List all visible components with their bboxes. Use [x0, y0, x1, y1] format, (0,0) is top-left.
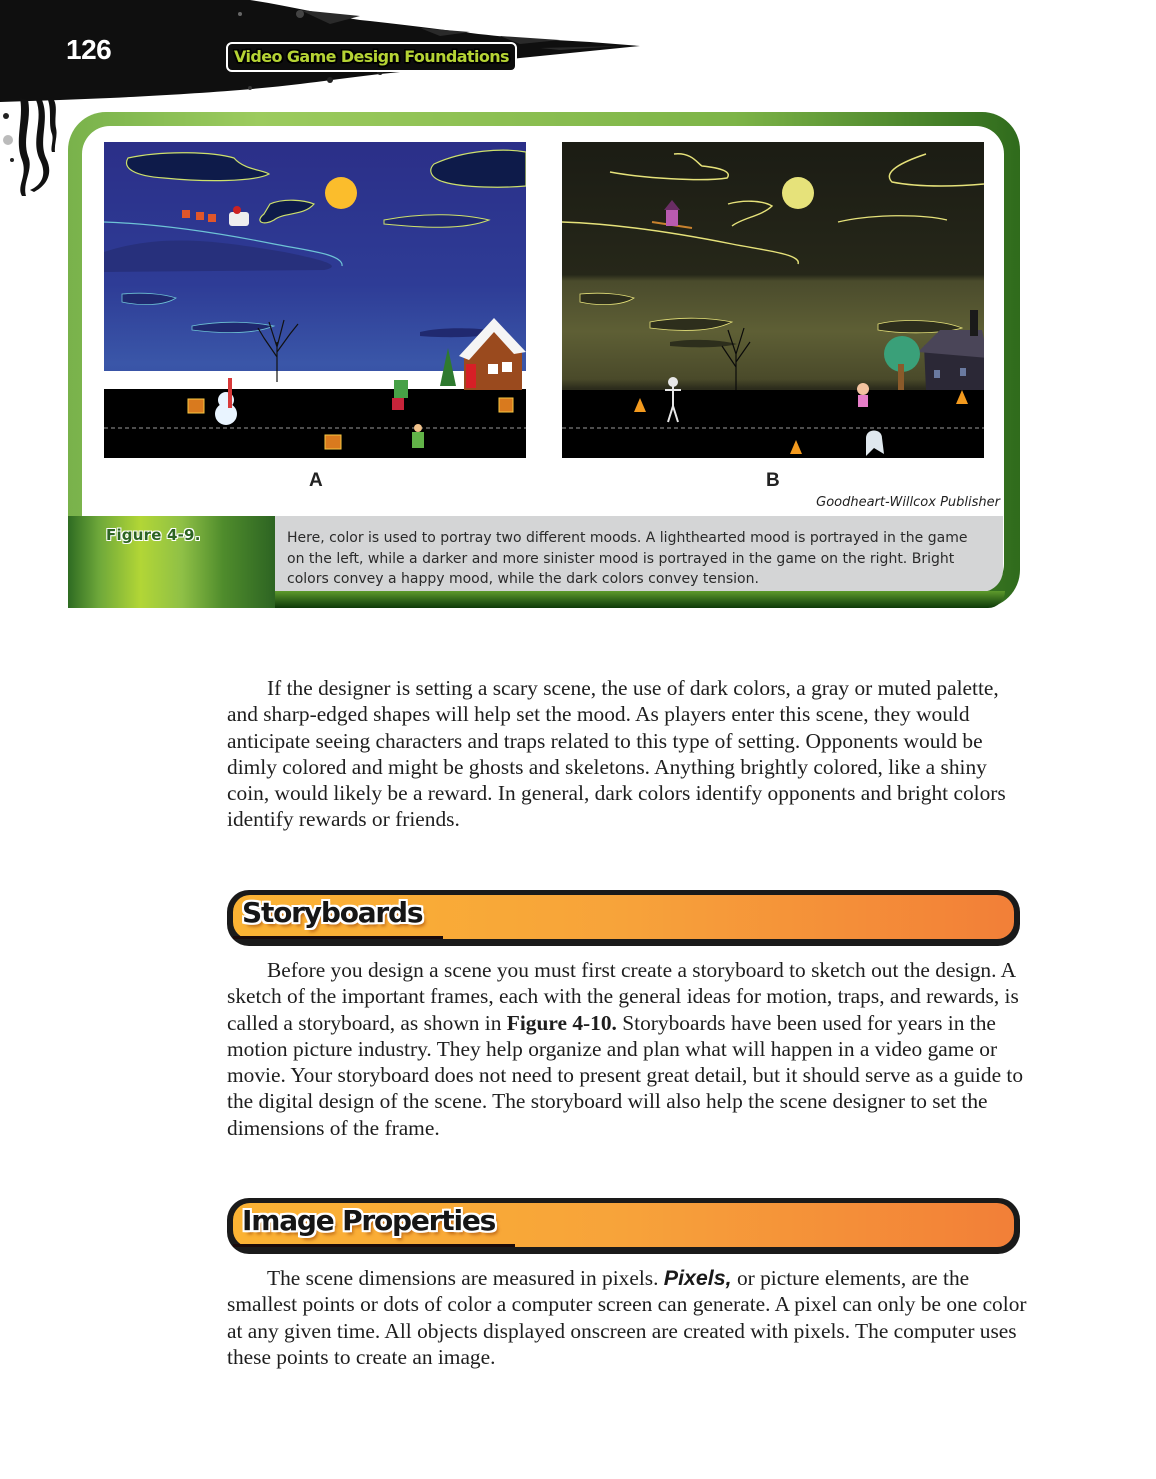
book-title: Video Game Design Foundations: [226, 42, 517, 72]
figure-credit: Goodheart-Willcox Publisher: [816, 495, 1000, 510]
section-heading-image-properties: [227, 1198, 1020, 1254]
section-title: Image Properties: [242, 1204, 496, 1237]
scene-b-label: B: [766, 470, 780, 491]
figure-caption-tab: [68, 516, 275, 608]
figure-caption-text: Here, color is used to portray two different moods. A lighthearted mood is portrayed in the game on the left, while a darker and more sinister mood is portrayed in the game on the right. Bright colors convey a happy mood, while the dark colors convey tension.: [287, 530, 968, 587]
scene-a-label: A: [309, 470, 323, 491]
trick-or-treater: [857, 383, 869, 407]
paragraph-text: Storyboards have been used for years in the motion picture industry. They help organize and plan what will happen in a video game or movie. Your storyboard does not need to present great detail, but it should serve as a guide to the digital design of the scene. The storyboard will also help the scene designer to set the dimensions of the frame.: [227, 1010, 1024, 1140]
paragraph-text: The scene dimensions are measured in pixels.: [267, 1266, 664, 1290]
page-number: 126: [66, 34, 112, 65]
section-heading-storyboards: [227, 890, 1020, 946]
body-paragraph-storyboards: [227, 957, 1027, 1141]
banner-underline: [233, 1244, 515, 1247]
section-title: Storyboards: [242, 896, 423, 929]
key-term-pixels: Pixels,: [663, 1266, 732, 1290]
figure-number-label: Figure 4-9.: [106, 526, 201, 544]
body-paragraph-image-properties: [227, 1265, 1027, 1370]
figure-caption-box: [275, 516, 1003, 592]
body-paragraph-mood: [227, 675, 1027, 833]
figure-reference: Figure 4-10.: [506, 1010, 617, 1035]
paragraph-text: or picture elements, are the smallest points or dots of color a computer screen can generate. A pixel can only be one color at any given time. All objects displayed onscreen are created with pixels. The computer uses these points to create an image.: [227, 1266, 1027, 1369]
paragraph-text: If the designer is setting a scary scene, the use of dark colors, a gray or muted palette, and sharp-edged shapes will help set the mood. As players enter this scene, they would anticipate seeing characters and traps related to this type of setting. Opponents would be dimly colored and might be ghosts and skeletons. Anything brightly colored, like a shiny coin, would likely be a reward. In general, dark colors identify opponents and bright colors identify rewards or friends.: [227, 676, 1006, 832]
banner-underline: [233, 936, 443, 939]
paragraph-text: Before you design a scene you must first create a storyboard to sketch out the design. A sketch of the important frames, each with the general ideas for motion, traps, and rewards, is called a storyboard, as shown in: [227, 958, 1019, 1035]
caption-bottom-bar: [275, 591, 1005, 608]
scene-b-halloween-game: [562, 142, 984, 458]
scene-a-winter-game: [104, 142, 526, 458]
